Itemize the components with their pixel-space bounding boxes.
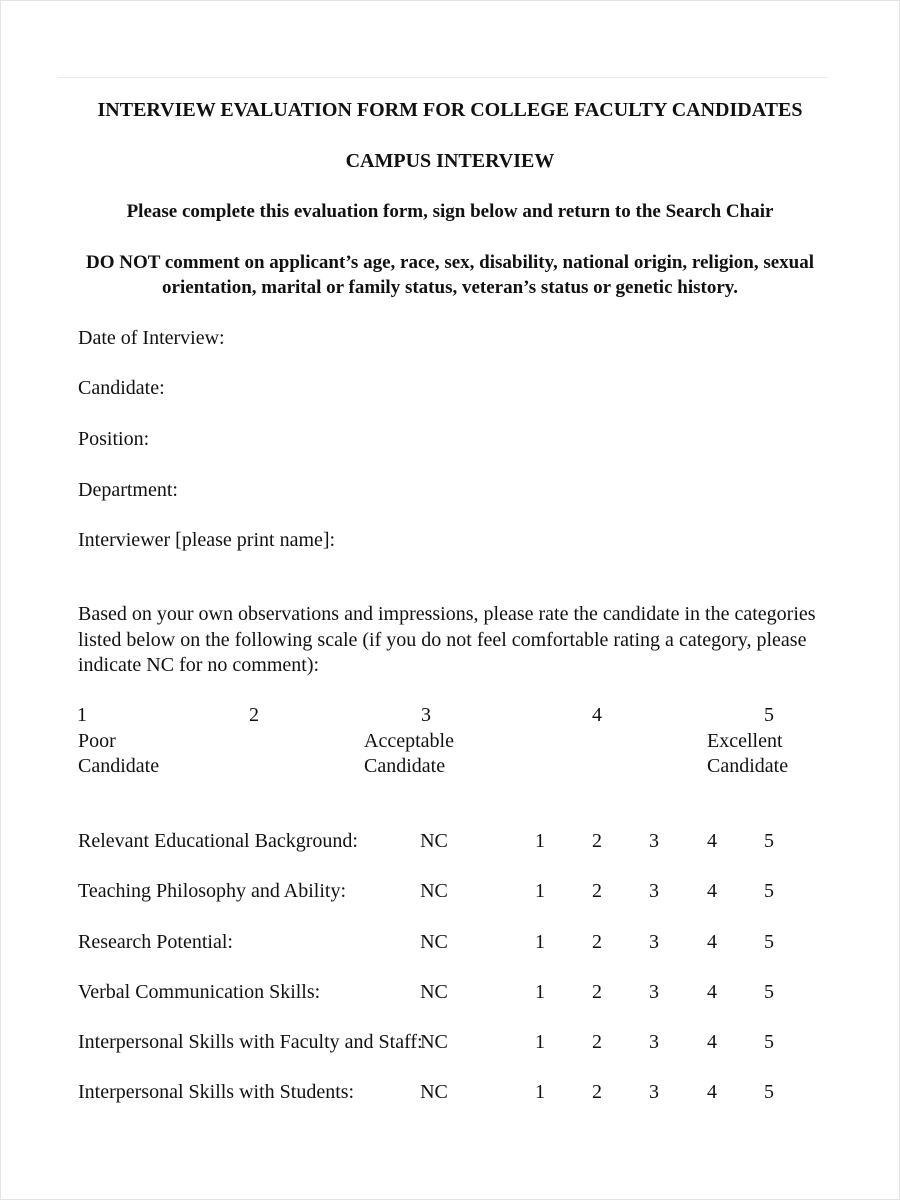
rating-option-5[interactable]: 5 xyxy=(764,880,774,902)
rating-option-3[interactable]: 3 xyxy=(649,931,659,953)
scale-intro-2: listed below on the following scale (if you do not feel comfortable rating a category, please xyxy=(78,629,807,651)
scale-acceptable-label: Acceptable xyxy=(364,730,454,752)
rating-option-3[interactable]: 3 xyxy=(649,1031,659,1053)
rating-option-5[interactable]: 5 xyxy=(764,931,774,953)
category-label: Research Potential: xyxy=(78,931,233,953)
rating-option-4[interactable]: 4 xyxy=(707,931,717,953)
scale-number-3: 3 xyxy=(421,704,431,726)
category-label: Teaching Philosophy and Ability: xyxy=(78,880,347,902)
form-field-label: Date of Interview: xyxy=(78,327,225,349)
rating-option-nc[interactable]: NC xyxy=(420,830,448,852)
category-label: Verbal Communication Skills: xyxy=(78,981,321,1003)
rating-option-1[interactable]: 1 xyxy=(535,931,545,953)
rating-option-1[interactable]: 1 xyxy=(535,981,545,1003)
rating-option-3[interactable]: 3 xyxy=(649,830,659,852)
rating-option-nc[interactable]: NC xyxy=(420,880,448,902)
rating-option-1[interactable]: 1 xyxy=(535,1031,545,1053)
rating-option-2[interactable]: 2 xyxy=(592,830,602,852)
scale-number-4: 4 xyxy=(592,704,602,726)
header-rule xyxy=(58,77,828,78)
scale-poor-label: Poor xyxy=(78,730,116,752)
scale-intro-3: indicate NC for no comment): xyxy=(78,654,320,676)
rating-option-4[interactable]: 4 xyxy=(707,1031,717,1053)
rating-option-nc[interactable]: NC xyxy=(420,931,448,953)
rating-option-3[interactable]: 3 xyxy=(649,981,659,1003)
category-label: Interpersonal Skills with Students: xyxy=(78,1081,355,1103)
rating-option-1[interactable]: 1 xyxy=(535,880,545,902)
rating-option-5[interactable]: 5 xyxy=(764,1081,774,1103)
rating-option-3[interactable]: 3 xyxy=(649,1081,659,1103)
rating-option-5[interactable]: 5 xyxy=(764,1031,774,1053)
instruction: Please complete this evaluation form, sign below and return to the Search Chair xyxy=(126,201,774,222)
scale-number-1: 1 xyxy=(77,704,87,726)
rating-option-2[interactable]: 2 xyxy=(592,1031,602,1053)
scale-excellent-label: Excellent xyxy=(707,730,783,752)
rating-option-2[interactable]: 2 xyxy=(592,931,602,953)
form-field-label: Position: xyxy=(78,428,150,450)
scale-number-2: 2 xyxy=(249,704,259,726)
scale-poor-label-2: Candidate xyxy=(78,755,160,777)
rating-option-5[interactable]: 5 xyxy=(764,830,774,852)
scale-number-5: 5 xyxy=(764,704,774,726)
rating-option-1[interactable]: 1 xyxy=(535,830,545,852)
rating-option-4[interactable]: 4 xyxy=(707,830,717,852)
warning-line-2: orientation, marital or family status, veteran’s status or genetic history. xyxy=(162,277,738,298)
rating-option-4[interactable]: 4 xyxy=(707,1081,717,1103)
form-subtitle: CAMPUS INTERVIEW xyxy=(345,150,555,172)
category-label: Interpersonal Skills with Faculty and Staff: xyxy=(78,1031,423,1053)
rating-option-nc[interactable]: NC xyxy=(420,1031,448,1053)
category-label: Relevant Educational Background: xyxy=(78,830,358,852)
rating-option-2[interactable]: 2 xyxy=(592,880,602,902)
rating-option-1[interactable]: 1 xyxy=(535,1081,545,1103)
form-title: INTERVIEW EVALUATION FORM FOR COLLEGE FACULTY CANDIDATES xyxy=(97,99,803,121)
rating-option-3[interactable]: 3 xyxy=(649,880,659,902)
scale-excellent-label-2: Candidate xyxy=(707,755,789,777)
rating-option-5[interactable]: 5 xyxy=(764,981,774,1003)
form-field-label: Candidate: xyxy=(78,377,165,399)
scale-acceptable-label-2: Candidate xyxy=(364,755,446,777)
warning-line-1: DO NOT comment on applicant’s age, race, sex, disability, national origin, religion, sexual xyxy=(85,252,814,273)
rating-option-2[interactable]: 2 xyxy=(592,981,602,1003)
rating-option-nc[interactable]: NC xyxy=(420,981,448,1003)
form-field-label: Department: xyxy=(78,479,178,501)
form-field-label: Interviewer [please print name]: xyxy=(78,529,336,551)
rating-option-4[interactable]: 4 xyxy=(707,981,717,1003)
rating-option-4[interactable]: 4 xyxy=(707,880,717,902)
rating-option-nc[interactable]: NC xyxy=(420,1081,448,1103)
scale-intro-1: Based on your own observations and impressions, please rate the candidate in the categories xyxy=(78,603,816,625)
rating-option-2[interactable]: 2 xyxy=(592,1081,602,1103)
